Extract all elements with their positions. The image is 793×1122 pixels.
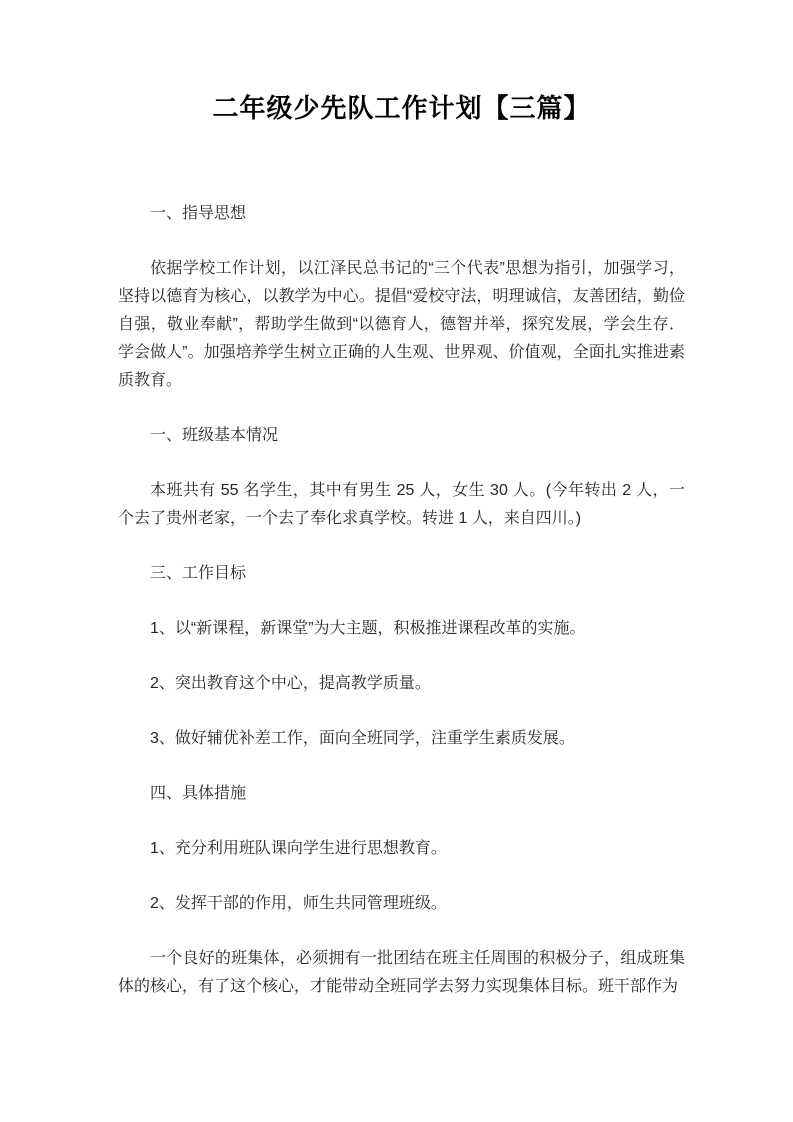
section-heading: 一、班级基本情况: [150, 427, 279, 444]
paragraph: 本班共有 55 名学生，其中有男生 25 人，女生 30 人。(今年转出 2 人，一个去了贵州老家，一个去了奉化求真学校。转进 1 人，来自四川。): [118, 482, 685, 527]
list-item: 2、发挥干部的作用，师生共同管理班级。: [150, 895, 447, 912]
section-heading: 四、具体措施: [150, 785, 247, 802]
list-item: 1、充分利用班队课向学生进行思想教育。: [150, 840, 447, 857]
list-item: 2、突出教育这个中心，提高教学质量。: [150, 675, 431, 692]
paragraph: 依据学校工作计划，以江泽民总书记的“三个代表”思想为指引，加强学习，坚持以德育为核心，以教学为中心。提倡“爱校守法，明理诚信，友善团结，勤俭自强，敬业奉献”，帮助学生做到“以德育人，德智并举，探究发展，学会生存．学会做人”。加强培养学生树立正确的人生观、世界观、价值观，全面扎实推进素质教育。: [118, 260, 685, 389]
section-heading: 三、工作目标: [150, 565, 247, 582]
list-item: 3、做好辅优补差工作，面向全班同学，注重学生素质发展。: [150, 730, 575, 747]
section-heading: 一、指导思想: [150, 205, 247, 222]
paragraph: 一个良好的班集体，必须拥有一批团结在班主任周围的积极分子，组成班集体的核心，有了这个核心，才能带动全班同学去努力实现集体目标。班干部作为: [118, 950, 685, 995]
list-item: 1、以“新课程，新课堂”为大主题，积极推进课程改革的实施。: [150, 620, 586, 637]
document-title: 二年级少先队工作计划【三篇】: [212, 93, 591, 123]
